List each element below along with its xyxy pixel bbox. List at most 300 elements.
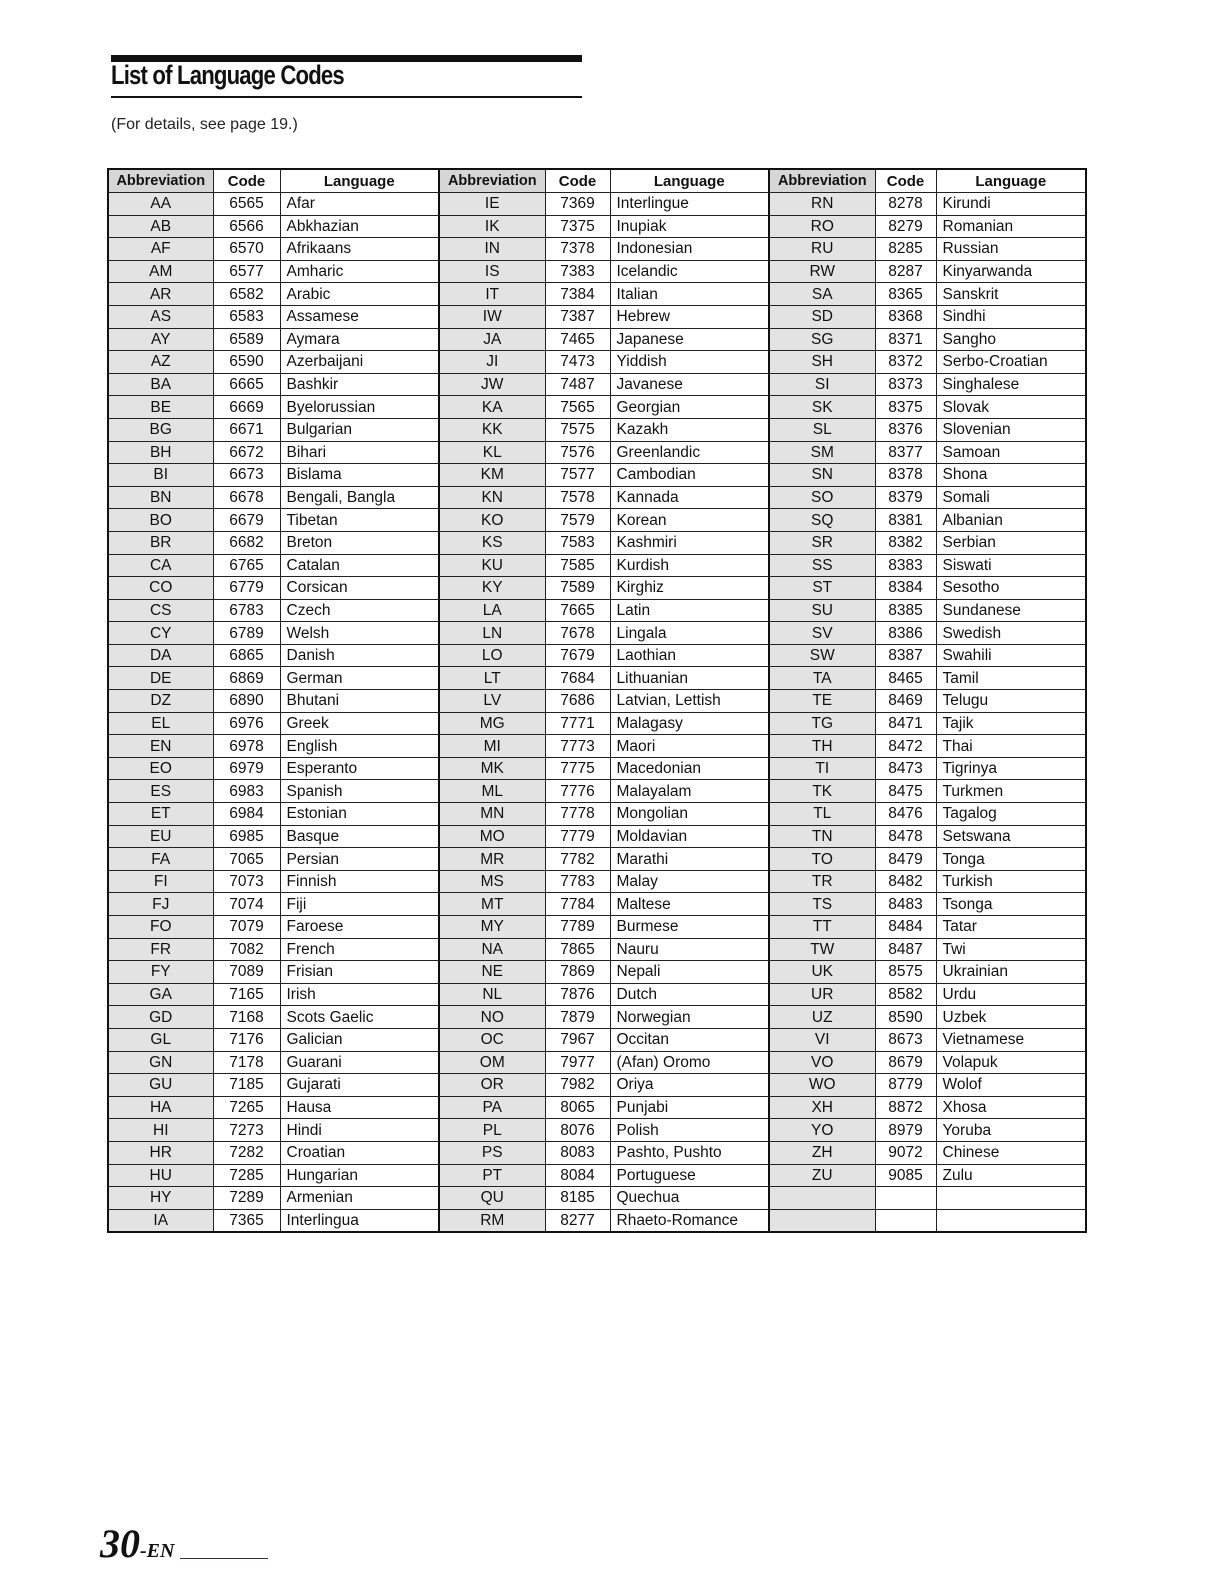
code-cell: 8279 — [875, 215, 936, 238]
abbreviation-cell: FO — [108, 916, 213, 939]
code-cell: 8386 — [875, 622, 936, 645]
table-row — [108, 916, 1086, 939]
table-row — [108, 599, 1086, 622]
language-cell: Tajik — [936, 712, 1086, 735]
code-cell: 8065 — [545, 1096, 610, 1119]
language-cell: Corsican — [280, 577, 439, 600]
language-cell: Catalan — [280, 554, 439, 577]
code-cell: 8575 — [875, 961, 936, 984]
language-cell: Sanskrit — [936, 283, 1086, 306]
code-cell: 6869 — [213, 667, 280, 690]
code-cell: 7089 — [213, 961, 280, 984]
table-header-row — [108, 169, 1086, 193]
code-cell: 7178 — [213, 1051, 280, 1074]
abbreviation-cell: AB — [108, 215, 213, 238]
code-cell: 6985 — [213, 825, 280, 848]
abbreviation-cell: TK — [769, 780, 875, 803]
table-row — [108, 825, 1086, 848]
language-cell: Sindhi — [936, 305, 1086, 328]
abbreviation-cell: TW — [769, 938, 875, 961]
code-cell: 6671 — [213, 418, 280, 441]
abbreviation-cell: SR — [769, 531, 875, 554]
language-cell: Bashkir — [280, 373, 439, 396]
language-cell: Macedonian — [610, 757, 769, 780]
language-cell: Korean — [610, 509, 769, 532]
language-cell: Basque — [280, 825, 439, 848]
language-cell: Lithuanian — [610, 667, 769, 690]
language-cell: English — [280, 735, 439, 758]
language-cell: Georgian — [610, 396, 769, 419]
abbreviation-cell: GD — [108, 1006, 213, 1029]
code-cell: 8385 — [875, 599, 936, 622]
language-cell: Irish — [280, 983, 439, 1006]
abbreviation-cell: MK — [439, 757, 545, 780]
abbreviation-cell: TH — [769, 735, 875, 758]
abbreviation-cell: BR — [108, 531, 213, 554]
abbreviation-cell: TG — [769, 712, 875, 735]
code-cell: 8084 — [545, 1164, 610, 1187]
language-cell: Latvian, Lettish — [610, 690, 769, 713]
abbreviation-cell: BO — [108, 509, 213, 532]
abbreviation-cell: CS — [108, 599, 213, 622]
language-cell: Assamese — [280, 305, 439, 328]
table-row — [108, 644, 1086, 667]
code-cell: 7168 — [213, 1006, 280, 1029]
table-body — [108, 193, 1086, 1233]
abbreviation-cell: KM — [439, 464, 545, 487]
code-cell: 7783 — [545, 870, 610, 893]
abbreviation-cell: SQ — [769, 509, 875, 532]
language-cell: Slovenian — [936, 418, 1086, 441]
code-cell: 8484 — [875, 916, 936, 939]
abbreviation-cell: SL — [769, 418, 875, 441]
code-cell: 8979 — [875, 1119, 936, 1142]
table-row — [108, 1209, 1086, 1232]
language-cell: Nepali — [610, 961, 769, 984]
code-cell: 7585 — [545, 554, 610, 577]
code-cell: 8379 — [875, 486, 936, 509]
code-cell: 7686 — [545, 690, 610, 713]
language-cell: Frisian — [280, 961, 439, 984]
table-row — [108, 938, 1086, 961]
abbreviation-cell: QU — [439, 1187, 545, 1210]
code-cell: 7282 — [213, 1141, 280, 1164]
abbreviation-cell: IS — [439, 260, 545, 283]
code-cell: 7977 — [545, 1051, 610, 1074]
language-cell: Dutch — [610, 983, 769, 1006]
language-cell: Tibetan — [280, 509, 439, 532]
code-cell: 6779 — [213, 577, 280, 600]
language-cell: Scots Gaelic — [280, 1006, 439, 1029]
abbreviation-cell: RN — [769, 193, 875, 216]
code-cell: 8278 — [875, 193, 936, 216]
code-cell: 8483 — [875, 893, 936, 916]
code-cell: 8287 — [875, 260, 936, 283]
abbreviation-cell: BI — [108, 464, 213, 487]
code-cell: 8779 — [875, 1074, 936, 1097]
abbreviation-cell: TS — [769, 893, 875, 916]
abbreviation-cell: WO — [769, 1074, 875, 1097]
abbreviation-cell: LT — [439, 667, 545, 690]
abbreviation-cell: KO — [439, 509, 545, 532]
code-cell: 8471 — [875, 712, 936, 735]
table-row — [108, 486, 1086, 509]
table-row — [108, 283, 1086, 306]
language-cell: Welsh — [280, 622, 439, 645]
code-cell: 7775 — [545, 757, 610, 780]
abbreviation-cell: NL — [439, 983, 545, 1006]
abbreviation-cell: VO — [769, 1051, 875, 1074]
code-cell: 7876 — [545, 983, 610, 1006]
abbreviation-cell: HU — [108, 1164, 213, 1187]
table-row — [108, 961, 1086, 984]
abbreviation-cell: SH — [769, 351, 875, 374]
code-cell: 8487 — [875, 938, 936, 961]
code-cell: 7369 — [545, 193, 610, 216]
code-cell: 8277 — [545, 1209, 610, 1232]
abbreviation-cell: CO — [108, 577, 213, 600]
abbreviation-cell: JW — [439, 373, 545, 396]
abbreviation-cell: ET — [108, 803, 213, 826]
language-cell: Kirghiz — [610, 577, 769, 600]
language-cell: Moldavian — [610, 825, 769, 848]
language-cell: Azerbaijani — [280, 351, 439, 374]
code-cell: 7782 — [545, 848, 610, 871]
abbreviation-cell: GA — [108, 983, 213, 1006]
code-cell: 6765 — [213, 554, 280, 577]
abbreviation-cell: MI — [439, 735, 545, 758]
code-cell: 8375 — [875, 396, 936, 419]
abbreviation-cell: KY — [439, 577, 545, 600]
abbreviation-cell: TR — [769, 870, 875, 893]
abbreviation-cell: KK — [439, 418, 545, 441]
abbreviation-cell: TE — [769, 690, 875, 713]
abbreviation-cell: DA — [108, 644, 213, 667]
code-cell: 7982 — [545, 1074, 610, 1097]
table-row — [108, 1096, 1086, 1119]
language-cell: Aymara — [280, 328, 439, 351]
code-cell: 8365 — [875, 283, 936, 306]
page-number — [100, 1520, 174, 1567]
language-cell: Abkhazian — [280, 215, 439, 238]
abbreviation-cell: ST — [769, 577, 875, 600]
language-cell: Serbian — [936, 531, 1086, 554]
abbreviation-cell: UZ — [769, 1006, 875, 1029]
table-row — [108, 667, 1086, 690]
abbreviation-cell: KS — [439, 531, 545, 554]
code-cell: 7678 — [545, 622, 610, 645]
footer-rule — [180, 1558, 268, 1559]
abbreviation-cell: VI — [769, 1028, 875, 1051]
abbreviation-cell: GN — [108, 1051, 213, 1074]
abbreviation-cell: SU — [769, 599, 875, 622]
code-cell: 7684 — [545, 667, 610, 690]
code-cell: 6570 — [213, 238, 280, 261]
code-cell: 7073 — [213, 870, 280, 893]
page-number-value: 30 — [100, 1521, 140, 1566]
abbreviation-cell: BN — [108, 486, 213, 509]
language-cell: Slovak — [936, 396, 1086, 419]
abbreviation-cell — [769, 1209, 875, 1232]
language-cell: Swahili — [936, 644, 1086, 667]
language-cell: Esperanto — [280, 757, 439, 780]
table-row — [108, 351, 1086, 374]
abbreviation-cell: NA — [439, 938, 545, 961]
language-cell: Serbo-Croatian — [936, 351, 1086, 374]
abbreviation-cell: TN — [769, 825, 875, 848]
language-cell: Faroese — [280, 916, 439, 939]
abbreviation-cell: XH — [769, 1096, 875, 1119]
code-cell: 6673 — [213, 464, 280, 487]
language-cell: Tatar — [936, 916, 1086, 939]
abbreviation-cell: AR — [108, 283, 213, 306]
code-cell: 7583 — [545, 531, 610, 554]
code-cell: 7185 — [213, 1074, 280, 1097]
code-cell: 7879 — [545, 1006, 610, 1029]
language-cell: Siswati — [936, 554, 1086, 577]
language-cell: Kashmiri — [610, 531, 769, 554]
code-cell: 7776 — [545, 780, 610, 803]
language-cell: Urdu — [936, 983, 1086, 1006]
code-cell: 7589 — [545, 577, 610, 600]
code-cell: 7784 — [545, 893, 610, 916]
code-cell: 7074 — [213, 893, 280, 916]
abbreviation-cell: GL — [108, 1028, 213, 1051]
abbreviation-cell: IT — [439, 283, 545, 306]
language-cell: Armenian — [280, 1187, 439, 1210]
abbreviation-cell: BG — [108, 418, 213, 441]
language-cell: Hebrew — [610, 305, 769, 328]
abbreviation-cell: BH — [108, 441, 213, 464]
code-cell: 7789 — [545, 916, 610, 939]
language-cell: Finnish — [280, 870, 439, 893]
table-row — [108, 464, 1086, 487]
language-cell: Sangho — [936, 328, 1086, 351]
code-cell: 8373 — [875, 373, 936, 396]
code-cell: 8478 — [875, 825, 936, 848]
language-cell: Yiddish — [610, 351, 769, 374]
language-cell: Somali — [936, 486, 1086, 509]
code-cell: 8368 — [875, 305, 936, 328]
abbreviation-cell: SM — [769, 441, 875, 464]
abbreviation-cell: MY — [439, 916, 545, 939]
code-cell: 7487 — [545, 373, 610, 396]
language-cell: Malagasy — [610, 712, 769, 735]
table-row — [108, 1051, 1086, 1074]
abbreviation-cell: TT — [769, 916, 875, 939]
abbreviation-cell: RW — [769, 260, 875, 283]
abbreviation-cell: MG — [439, 712, 545, 735]
language-cell: Interlingua — [280, 1209, 439, 1232]
language-cell: Croatian — [280, 1141, 439, 1164]
language-cell: Byelorussian — [280, 396, 439, 419]
language-cell: Oriya — [610, 1074, 769, 1097]
language-cell — [936, 1187, 1086, 1210]
language-cell: Norwegian — [610, 1006, 769, 1029]
code-cell: 7289 — [213, 1187, 280, 1210]
table-row — [108, 757, 1086, 780]
language-cell: Latin — [610, 599, 769, 622]
abbreviation-cell — [769, 1187, 875, 1210]
abbreviation-cell: GU — [108, 1074, 213, 1097]
code-cell: 7565 — [545, 396, 610, 419]
language-cell: Turkish — [936, 870, 1086, 893]
language-cell: Vietnamese — [936, 1028, 1086, 1051]
language-cell: Maltese — [610, 893, 769, 916]
language-cell: Mongolian — [610, 803, 769, 826]
abbreviation-cell: SS — [769, 554, 875, 577]
language-cell: Lingala — [610, 622, 769, 645]
abbreviation-cell: OM — [439, 1051, 545, 1074]
language-cell: Ukrainian — [936, 961, 1086, 984]
abbreviation-cell: IE — [439, 193, 545, 216]
code-cell: 8185 — [545, 1187, 610, 1210]
abbreviation-cell: IN — [439, 238, 545, 261]
language-cell: Burmese — [610, 916, 769, 939]
abbreviation-cell: IA — [108, 1209, 213, 1232]
code-cell: 8469 — [875, 690, 936, 713]
header-code: Code — [875, 169, 936, 193]
abbreviation-cell: FI — [108, 870, 213, 893]
abbreviation-cell: NE — [439, 961, 545, 984]
code-cell: 7578 — [545, 486, 610, 509]
abbreviation-cell: HY — [108, 1187, 213, 1210]
table-row — [108, 396, 1086, 419]
abbreviation-cell: EU — [108, 825, 213, 848]
code-cell: 8285 — [875, 238, 936, 261]
code-cell: 6979 — [213, 757, 280, 780]
abbreviation-cell: FA — [108, 848, 213, 871]
abbreviation-cell: KL — [439, 441, 545, 464]
language-cell: Singhalese — [936, 373, 1086, 396]
abbreviation-cell: MR — [439, 848, 545, 871]
language-cell: Italian — [610, 283, 769, 306]
language-cell: Interlingue — [610, 193, 769, 216]
code-cell: 8590 — [875, 1006, 936, 1029]
language-cell: Kannada — [610, 486, 769, 509]
language-cell: Occitan — [610, 1028, 769, 1051]
language-cell: Zulu — [936, 1164, 1086, 1187]
language-cell: Afar — [280, 193, 439, 216]
code-cell: 7065 — [213, 848, 280, 871]
language-cell: Kurdish — [610, 554, 769, 577]
code-cell: 8376 — [875, 418, 936, 441]
code-cell — [875, 1209, 936, 1232]
code-cell: 7285 — [213, 1164, 280, 1187]
abbreviation-cell: ML — [439, 780, 545, 803]
abbreviation-cell: LN — [439, 622, 545, 645]
language-cell: Chinese — [936, 1141, 1086, 1164]
code-cell: 8381 — [875, 509, 936, 532]
table-row — [108, 260, 1086, 283]
abbreviation-cell: HA — [108, 1096, 213, 1119]
code-cell: 7771 — [545, 712, 610, 735]
language-cell: French — [280, 938, 439, 961]
code-cell: 8475 — [875, 780, 936, 803]
language-cell: Polish — [610, 1119, 769, 1142]
code-cell: 7375 — [545, 215, 610, 238]
language-cell: Uzbek — [936, 1006, 1086, 1029]
code-cell: 8472 — [875, 735, 936, 758]
code-cell: 8383 — [875, 554, 936, 577]
code-cell: 7082 — [213, 938, 280, 961]
abbreviation-cell: SV — [769, 622, 875, 645]
table-row — [108, 870, 1086, 893]
abbreviation-cell: ZH — [769, 1141, 875, 1164]
code-cell: 7473 — [545, 351, 610, 374]
code-cell: 8382 — [875, 531, 936, 554]
language-cell — [936, 1209, 1086, 1232]
abbreviation-cell: LO — [439, 644, 545, 667]
abbreviation-cell: SN — [769, 464, 875, 487]
language-cell: Russian — [936, 238, 1086, 261]
language-cell: Bihari — [280, 441, 439, 464]
code-cell: 6669 — [213, 396, 280, 419]
code-cell: 6978 — [213, 735, 280, 758]
code-cell: 7665 — [545, 599, 610, 622]
language-cell: Hindi — [280, 1119, 439, 1142]
abbreviation-cell: KN — [439, 486, 545, 509]
language-cell: Greenlandic — [610, 441, 769, 464]
language-cell: Hausa — [280, 1096, 439, 1119]
language-cell: Tigrinya — [936, 757, 1086, 780]
code-cell: 6983 — [213, 780, 280, 803]
language-cell: Quechua — [610, 1187, 769, 1210]
language-cell: Swedish — [936, 622, 1086, 645]
language-cell: Punjabi — [610, 1096, 769, 1119]
language-cell: Laothian — [610, 644, 769, 667]
header-abbreviation: Abbreviation — [769, 169, 875, 193]
code-cell: 6582 — [213, 283, 280, 306]
abbreviation-cell: HR — [108, 1141, 213, 1164]
code-cell: 6865 — [213, 644, 280, 667]
language-cell: Sundanese — [936, 599, 1086, 622]
code-cell: 6577 — [213, 260, 280, 283]
language-cell: Albanian — [936, 509, 1086, 532]
language-cell: Hungarian — [280, 1164, 439, 1187]
code-cell — [875, 1187, 936, 1210]
abbreviation-cell: DE — [108, 667, 213, 690]
abbreviation-cell: UR — [769, 983, 875, 1006]
language-codes-table — [107, 168, 1087, 1233]
abbreviation-cell: DZ — [108, 690, 213, 713]
code-cell: 6679 — [213, 509, 280, 532]
table-row — [108, 1164, 1086, 1187]
language-cell: Inupiak — [610, 215, 769, 238]
abbreviation-cell: TA — [769, 667, 875, 690]
language-cell: German — [280, 667, 439, 690]
table-row — [108, 690, 1086, 713]
code-cell: 7773 — [545, 735, 610, 758]
language-cell: Samoan — [936, 441, 1086, 464]
abbreviation-cell: PA — [439, 1096, 545, 1119]
language-cell: Malay — [610, 870, 769, 893]
language-cell: Guarani — [280, 1051, 439, 1074]
abbreviation-cell: OR — [439, 1074, 545, 1097]
language-cell: (Afan) Oromo — [610, 1051, 769, 1074]
abbreviation-cell: TO — [769, 848, 875, 871]
header-abbreviation: Abbreviation — [108, 169, 213, 193]
language-cell: Bislama — [280, 464, 439, 487]
code-cell: 6984 — [213, 803, 280, 826]
table-row — [108, 554, 1086, 577]
abbreviation-cell: AZ — [108, 351, 213, 374]
header-language: Language — [936, 169, 1086, 193]
table-row — [108, 328, 1086, 351]
table-row — [108, 441, 1086, 464]
table-row — [108, 983, 1086, 1006]
language-cell: Kinyarwanda — [936, 260, 1086, 283]
